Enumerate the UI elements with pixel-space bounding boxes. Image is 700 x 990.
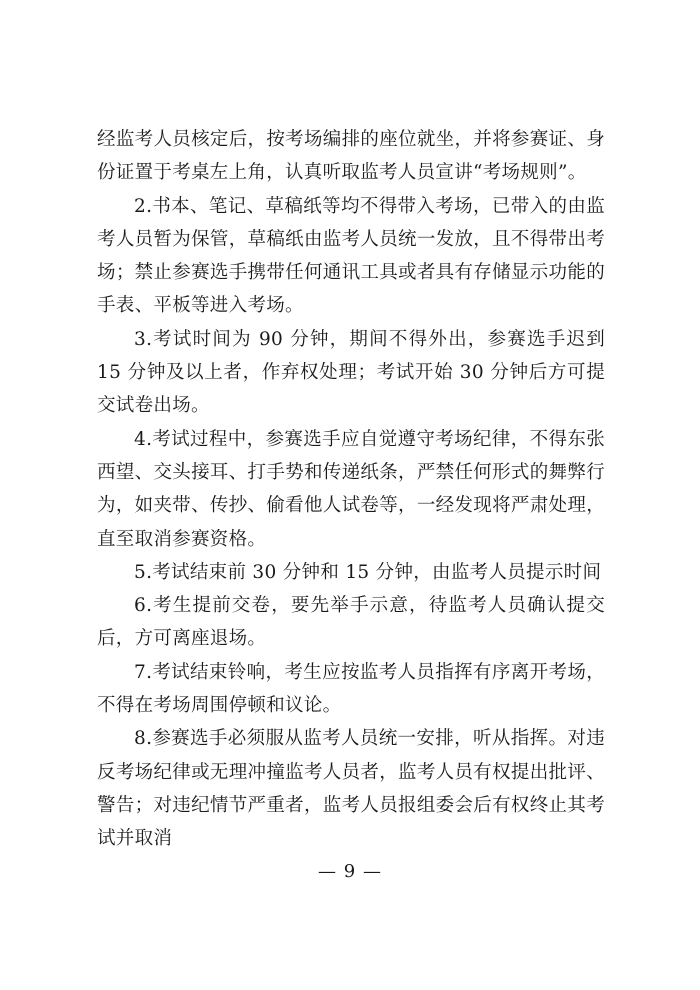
paragraph-continued: 经监考人员核定后，按考场编排的座位就坐，并将参赛证、身份证置于考桌左上角，认真听取监考人员宣讲“考场规则”。	[97, 129, 605, 184]
paragraph-rule-2: 2.书本、笔记、草稿纸等均不得带入考场，已带入的由监考人员暂为保管，草稿纸由监考人员统一发放，且不得带出考场；禁止参赛选手携带任何通讯工具或者具有存储显示功能的手表、平板等进入考场。	[97, 195, 605, 317]
paragraph-rule-7: 7.考试结束铃响，考生应按监考人员指挥有序离开考场，不得在考场周围停顿和议论。	[97, 661, 605, 717]
paragraph-rule-6: 6.考生提前交卷，要先举手示意，待监考人员确认提交后，方可离座退场。	[97, 595, 605, 650]
paragraph-rule-8: 8.参赛选手必须服从监考人员统一安排，听从指挥。对违反考场纪律或无理冲撞监考人员者，监考人员有权提出批评、警告；对违纪情节严重者，监考人员报组委会后有权终止其考试并取消	[97, 728, 605, 850]
document-body	[97, 123, 605, 856]
paragraph-rule-4: 4.考试过程中，参赛选手应自觉遵守考场纪律，不得东张西望、交头接耳、打手势和传递纸条，严禁任何形式的舞弊行为，如夹带、传抄、偷看他人试卷等，一经发现将严肃处理，直至取消参赛资格。	[97, 428, 605, 550]
page-number: — 9 —	[318, 861, 382, 882]
paragraph-rule-3: 3.考试时间为 90 分钟，期间不得外出，参赛选手迟到 15 分钟及以上者，作弃权处理；考试开始 30 分钟后方可提交试卷出场。	[97, 328, 605, 417]
paragraph-rule-5: 5.考试结束前 30 分钟和 15 分钟，由监考人员提示时间	[134, 561, 602, 583]
